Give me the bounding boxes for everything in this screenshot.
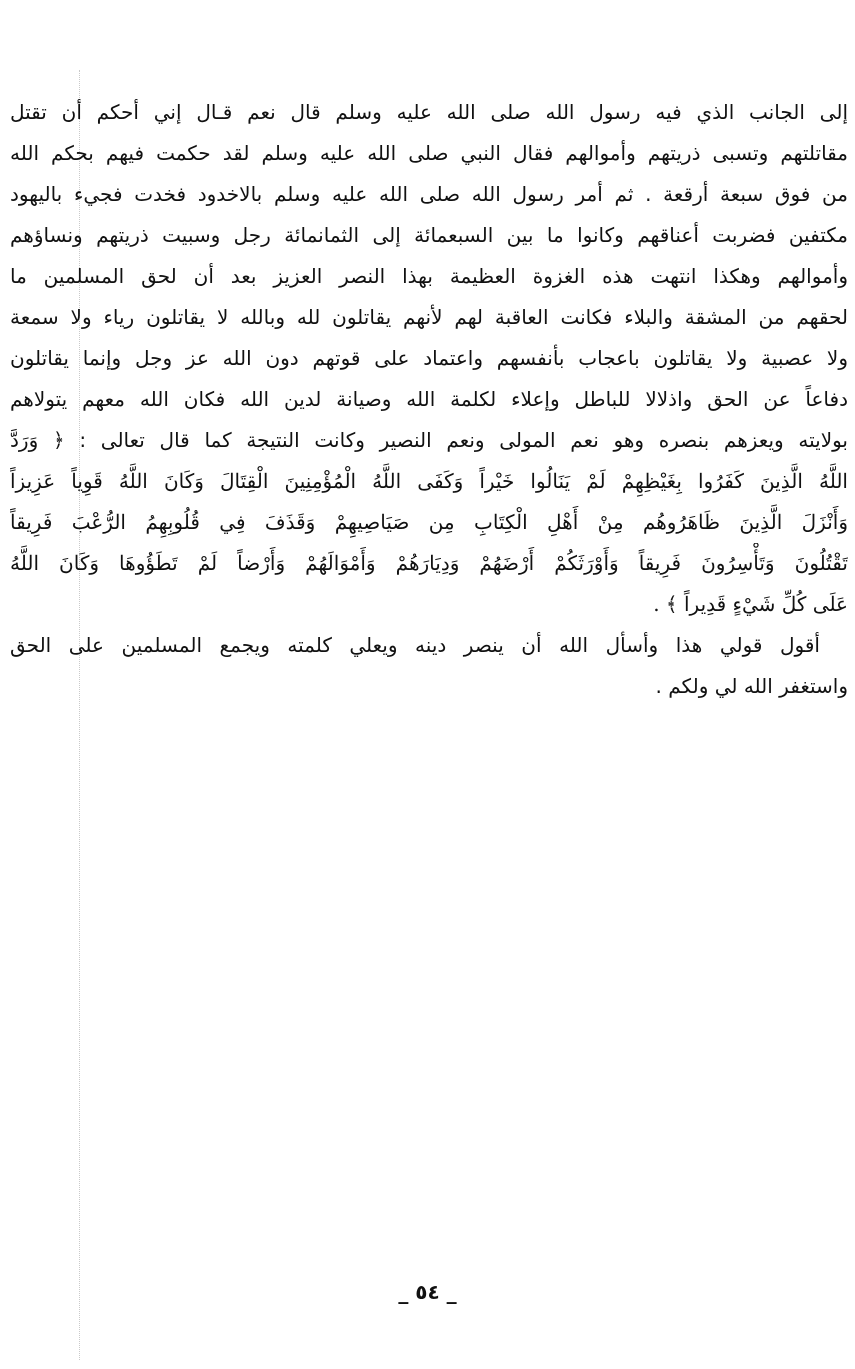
text-line: أقول قولي هذا وأسأل الله أن ينصر دينه ويعلي كلمته ويجمع المسلمين على الحق bbox=[10, 633, 820, 657]
quran-verse-line: تَقْتُلُونَ وَتَأْسِرُونَ فَرِيقاً وَأَوْرَثَكُمْ أَرْضَهُمْ وَدِيَارَهُمْ وَأَمْوَالَهُمْ وَأَرْضاً لَمْ تَطَؤُوهَا وَكَانَ اللَّهُ bbox=[10, 551, 848, 575]
text-line: مقاتلتهم وتسبى ذريتهم وأموالهم فقال النبي صلى الله عليه وسلم لقد حكمت فيهم بحكم الله bbox=[10, 141, 848, 165]
text-line: إلى الجانب الذي فيه رسول الله صلى الله عليه وسلم قال نعم قـال إني أحكم أن تقتل bbox=[10, 100, 848, 124]
text-line: من فوق سبعة أرقعة . ثم أمر رسول الله صلى الله عليه وسلم بالاخدود فخدت فجيء باليهود bbox=[10, 182, 848, 206]
quran-verse-line: اللَّهُ الَّذِينَ كَفَرُوا بِغَيْظِهِمْ لَمْ يَنَالُوا خَيْراً وَكَفَى اللَّهُ الْمُؤْمِنِينَ الْقِتَالَ وَكَانَ اللَّهُ قَوِياً عَزِيزاً bbox=[10, 469, 848, 493]
body-text bbox=[10, 92, 848, 707]
quran-verse-line: عَلَى كُلِّ شَيْءٍ قَدِيراً ﴾ . bbox=[653, 592, 848, 616]
text-line: مكتفين فضربت أعناقهم وكانوا ما بين السبعمائة إلى الثمانمائة رجل وسبيت ذريتهم ونساؤهم bbox=[10, 223, 848, 247]
text-line: ولا عصبية ولا يقاتلون باعجاب بأنفسهم واعتماد على قوتهم دون الله عز وجل وإنما يقاتلون bbox=[10, 346, 848, 370]
quran-verse-line: وَأَنْزَلَ الَّذِينَ ظَاهَرُوهُم مِنْ أَهْلِ الْكِتَابِ مِن صَيَاصِيهِمْ وَقَذَفَ فِي قُلُوبِهِمُ الرُّعْبَ فَرِيقاً bbox=[10, 510, 848, 534]
text-line: دفاعاً عن الحق واذلالا للباطل وإعلاء لكلمة الله وصيانة لدين الله فكان الله معهم يتولاهم bbox=[10, 387, 848, 411]
page-number: _ ٥٤ _ bbox=[398, 1280, 457, 1304]
text-line: لحقهم من المشقة والبلاء فكانت العاقبة لهم لأنهم يقاتلون لله وبالله لا يقاتلون رياء ولا سمعة bbox=[10, 305, 848, 329]
text-line: بولايته ويعزهم بنصره وهو نعم المولى ونعم النصير وكانت النتيجة كما قال تعالى : ﴿ وَرَدَّ bbox=[10, 428, 848, 452]
text-line: واستغفر الله لي ولكم . bbox=[655, 674, 848, 698]
text-line: وأموالهم وهكذا انتهت هذه الغزوة العظيمة بهذا النصر العزيز بعد أن لحق المسلمين ما bbox=[10, 264, 848, 288]
